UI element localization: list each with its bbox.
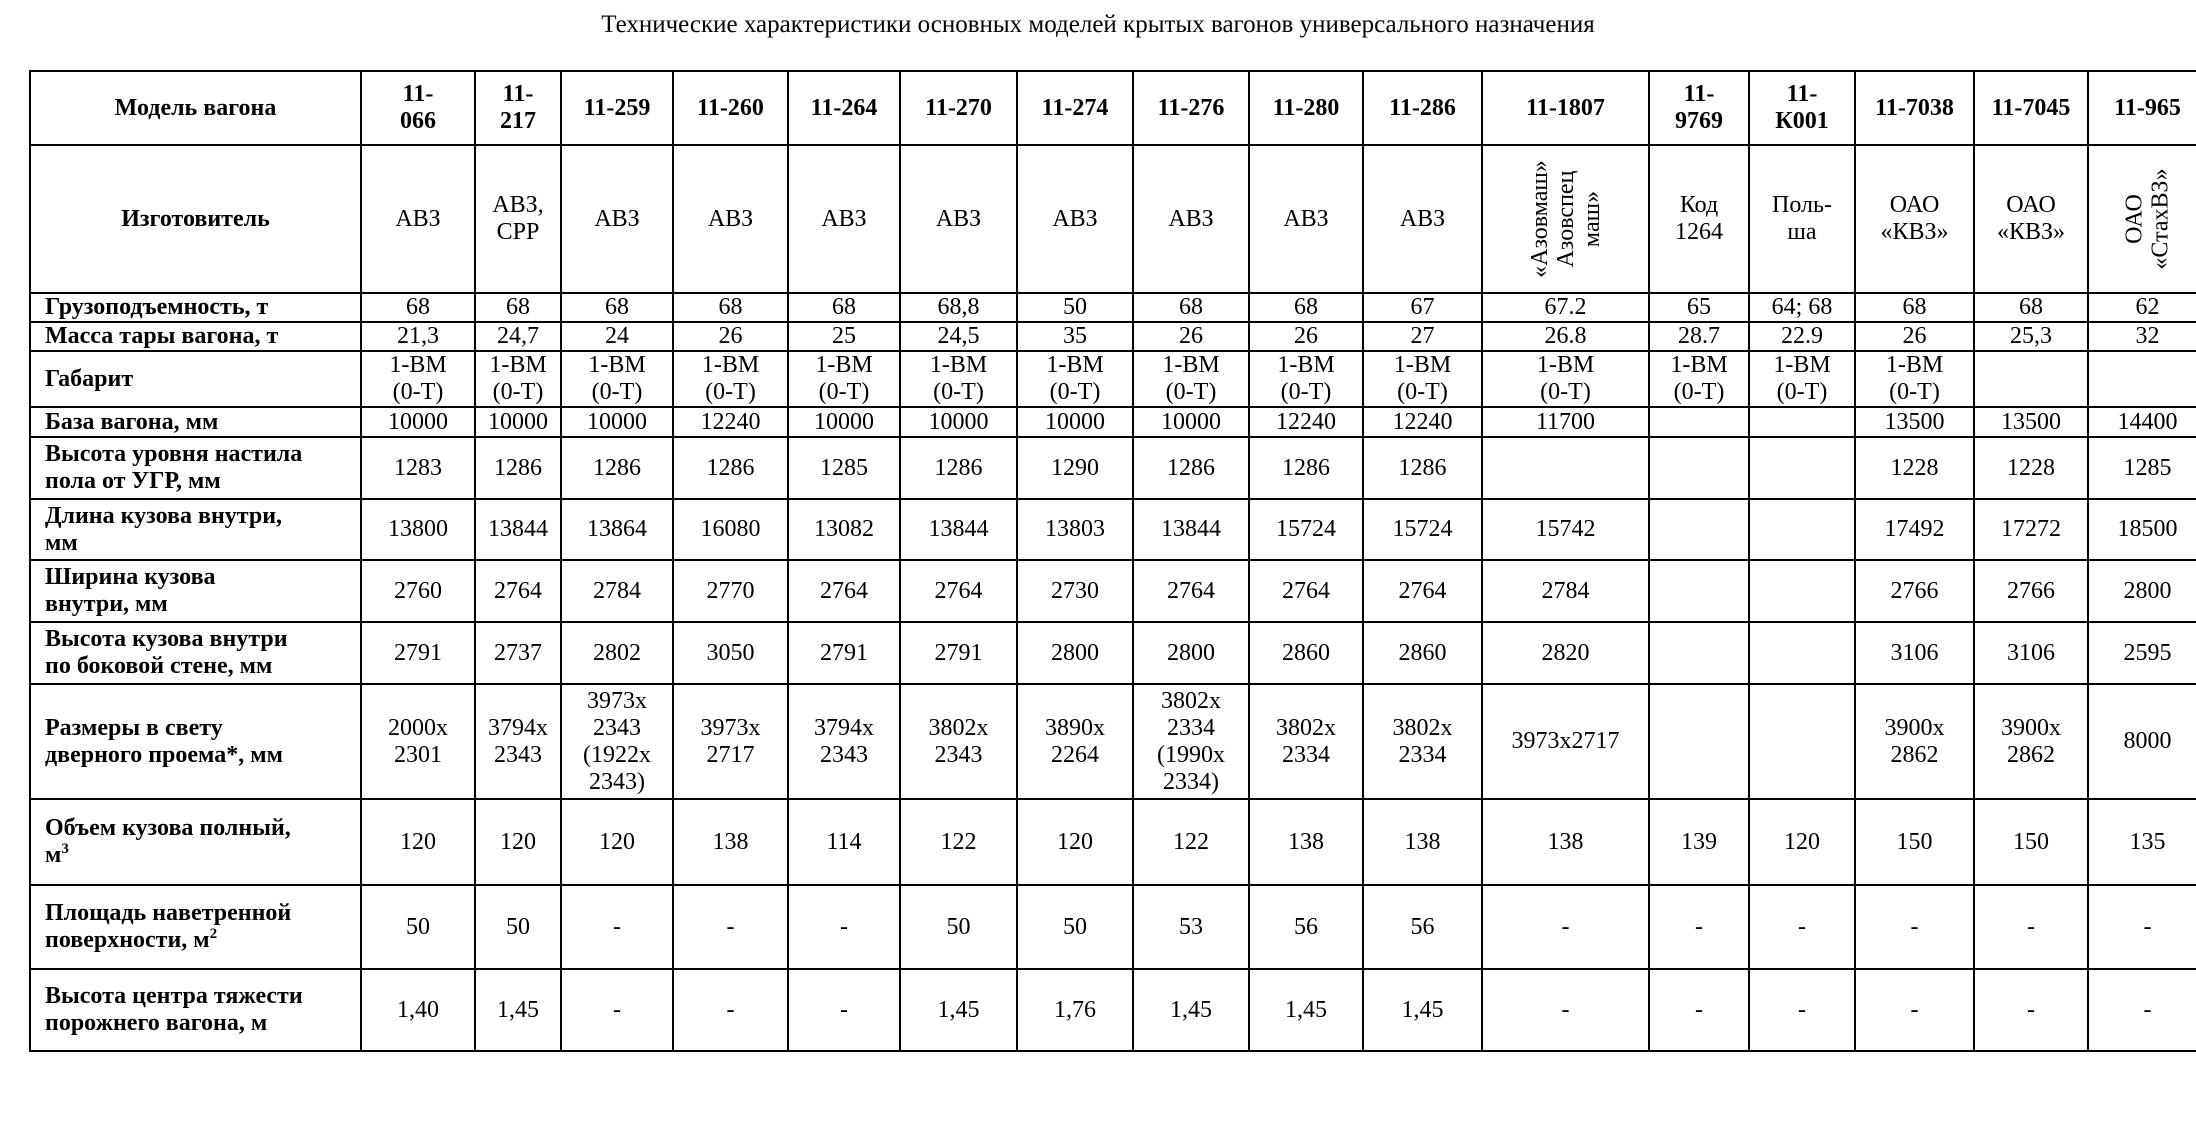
body-height-row bbox=[30, 622, 2196, 684]
value-cell: 67.2 bbox=[1482, 293, 1649, 322]
value-cell: 138 bbox=[1482, 799, 1649, 885]
value-cell: 22.9 bbox=[1749, 322, 1855, 351]
value-cell: 2764 bbox=[900, 560, 1017, 622]
value-cell: 1285 bbox=[2088, 437, 2196, 499]
value-cell: 1-ВМ (0-Т) bbox=[673, 351, 788, 407]
value-cell: - bbox=[561, 885, 673, 969]
value-cell: 68,8 bbox=[900, 293, 1017, 322]
value-cell: 2800 bbox=[1133, 622, 1249, 684]
value-cell: 26 bbox=[1133, 322, 1249, 351]
value-cell: - bbox=[1749, 885, 1855, 969]
model-header-cell: 11-276 bbox=[1133, 71, 1249, 145]
value-cell: 13844 bbox=[900, 499, 1017, 560]
value-cell: 50 bbox=[1017, 293, 1133, 322]
value-cell: 24,5 bbox=[900, 322, 1017, 351]
value-cell: 1228 bbox=[1855, 437, 1974, 499]
row-label-cell: Ширина кузова внутри, мм bbox=[30, 560, 361, 622]
value-cell: 3050 bbox=[673, 622, 788, 684]
value-cell: 1286 bbox=[561, 437, 673, 499]
value-cell: 65 bbox=[1649, 293, 1749, 322]
value-cell: 13844 bbox=[1133, 499, 1249, 560]
value-cell: АВЗ bbox=[361, 145, 475, 293]
row-label-cell: Габарит bbox=[30, 351, 361, 407]
value-cell: 120 bbox=[1017, 799, 1133, 885]
value-cell: АВЗ bbox=[1017, 145, 1133, 293]
value-cell: 24 bbox=[561, 322, 673, 351]
value-cell: 1290 bbox=[1017, 437, 1133, 499]
value-cell: 17492 bbox=[1855, 499, 1974, 560]
value-cell: 68 bbox=[361, 293, 475, 322]
value-cell: 1,40 bbox=[361, 969, 475, 1051]
value-cell: 150 bbox=[1855, 799, 1974, 885]
value-cell bbox=[1649, 622, 1749, 684]
value-cell: 1286 bbox=[673, 437, 788, 499]
value-cell: 3900х 2862 bbox=[1974, 684, 2088, 799]
value-cell: 26.8 bbox=[1482, 322, 1649, 351]
value-cell: 1-ВМ (0-Т) bbox=[900, 351, 1017, 407]
value-cell: 2800 bbox=[2088, 560, 2196, 622]
value-cell: 2764 bbox=[475, 560, 561, 622]
value-cell: 32 bbox=[2088, 322, 2196, 351]
value-cell: 68 bbox=[788, 293, 900, 322]
model-header-cell: 11-7038 bbox=[1855, 71, 1974, 145]
row-label-cell bbox=[30, 799, 361, 885]
value-cell: 139 bbox=[1649, 799, 1749, 885]
value-cell: - bbox=[1855, 885, 1974, 969]
value-cell: 26 bbox=[1249, 322, 1363, 351]
model-header-cell: 11- 066 bbox=[361, 71, 475, 145]
value-cell: 120 bbox=[1749, 799, 1855, 885]
body-volume-row bbox=[30, 799, 2196, 885]
unit-superscript: 2 bbox=[209, 926, 218, 942]
value-cell: 1286 bbox=[1133, 437, 1249, 499]
value-cell bbox=[1749, 560, 1855, 622]
value-cell: 1,45 bbox=[475, 969, 561, 1051]
value-cell: - bbox=[561, 969, 673, 1051]
value-cell bbox=[1749, 622, 1855, 684]
row-label-cell: База вагона, мм bbox=[30, 407, 361, 437]
value-cell: 2595 bbox=[2088, 622, 2196, 684]
value-cell: 13864 bbox=[561, 499, 673, 560]
model-header-cell: 11-286 bbox=[1363, 71, 1482, 145]
value-cell: 67 bbox=[1363, 293, 1482, 322]
value-cell: 138 bbox=[1363, 799, 1482, 885]
value-cell: 2860 bbox=[1249, 622, 1363, 684]
value-cell: АВЗ bbox=[673, 145, 788, 293]
door-size-row bbox=[30, 684, 2196, 799]
model-header-cell: 11- 217 bbox=[475, 71, 561, 145]
value-cell: 68 bbox=[1133, 293, 1249, 322]
value-cell: 1,45 bbox=[1363, 969, 1482, 1051]
value-cell: 3106 bbox=[1855, 622, 1974, 684]
value-cell: 150 bbox=[1974, 799, 2088, 885]
value-cell: 1-ВМ (0-Т) bbox=[361, 351, 475, 407]
value-cell: 2730 bbox=[1017, 560, 1133, 622]
value-cell bbox=[2088, 351, 2196, 407]
wheelbase-row bbox=[30, 407, 2196, 437]
value-cell: 26 bbox=[673, 322, 788, 351]
value-cell: - bbox=[673, 969, 788, 1051]
value-cell: 13082 bbox=[788, 499, 900, 560]
value-cell: 3802х 2343 bbox=[900, 684, 1017, 799]
gravity-center-row bbox=[30, 969, 2196, 1051]
value-cell: 3973х2717 bbox=[1482, 684, 1649, 799]
value-cell: 10000 bbox=[900, 407, 1017, 437]
value-cell: 2791 bbox=[361, 622, 475, 684]
value-cell: 24,7 bbox=[475, 322, 561, 351]
value-cell: 50 bbox=[361, 885, 475, 969]
value-cell: 135 bbox=[2088, 799, 2196, 885]
value-cell: 10000 bbox=[1017, 407, 1133, 437]
value-cell: 68 bbox=[673, 293, 788, 322]
value-cell: 68 bbox=[1855, 293, 1974, 322]
value-cell: - bbox=[1855, 969, 1974, 1051]
value-cell: 13500 bbox=[1974, 407, 2088, 437]
value-cell: 10000 bbox=[561, 407, 673, 437]
value-cell: 1,76 bbox=[1017, 969, 1133, 1051]
value-cell: 1283 bbox=[361, 437, 475, 499]
value-cell: «Азовмаш» Азовспец маш» bbox=[1482, 145, 1649, 293]
gauge-row bbox=[30, 351, 2196, 407]
value-cell: 2800 bbox=[1017, 622, 1133, 684]
value-cell: 50 bbox=[1017, 885, 1133, 969]
value-cell bbox=[1749, 684, 1855, 799]
value-cell: 120 bbox=[475, 799, 561, 885]
value-cell: 68 bbox=[561, 293, 673, 322]
row-label-text: Площадь наветренной поверхности, м bbox=[45, 900, 292, 953]
value-cell: 2770 bbox=[673, 560, 788, 622]
value-cell: 1-ВМ (0-Т) bbox=[1855, 351, 1974, 407]
value-cell: 1,45 bbox=[900, 969, 1017, 1051]
value-cell: 18500 bbox=[2088, 499, 2196, 560]
value-cell: 138 bbox=[673, 799, 788, 885]
value-cell: 1-ВМ (0-Т) bbox=[561, 351, 673, 407]
windage-area-row bbox=[30, 885, 2196, 969]
value-cell: 1228 bbox=[1974, 437, 2088, 499]
value-cell: 1-ВМ (0-Т) bbox=[1749, 351, 1855, 407]
value-cell: АВЗ bbox=[561, 145, 673, 293]
value-cell: 120 bbox=[561, 799, 673, 885]
value-cell: 2766 bbox=[1855, 560, 1974, 622]
value-cell: 13500 bbox=[1855, 407, 1974, 437]
value-cell: - bbox=[2088, 885, 2196, 969]
manufacturer-row bbox=[30, 145, 2196, 293]
page-title: Технические характеристики основных моделей крытых вагонов универсального назначения bbox=[601, 11, 1595, 38]
capacity-row bbox=[30, 293, 2196, 322]
value-cell: 3802х 2334 (1990х 2334) bbox=[1133, 684, 1249, 799]
value-cell: 14400 bbox=[2088, 407, 2196, 437]
value-cell: 1-ВМ (0-Т) bbox=[1363, 351, 1482, 407]
value-cell: 8000 bbox=[2088, 684, 2196, 799]
value-cell: - bbox=[788, 969, 900, 1051]
value-cell: ОАО «КВЗ» bbox=[1974, 145, 2088, 293]
value-cell: 1-ВМ (0-Т) bbox=[1482, 351, 1649, 407]
value-cell: ОАО «КВЗ» bbox=[1855, 145, 1974, 293]
value-cell: 1-ВМ (0-Т) bbox=[1649, 351, 1749, 407]
value-cell: 1-ВМ (0-Т) bbox=[788, 351, 900, 407]
value-cell: 68 bbox=[475, 293, 561, 322]
model-header-cell: 11-264 bbox=[788, 71, 900, 145]
value-cell: 2764 bbox=[1363, 560, 1482, 622]
value-cell: 10000 bbox=[475, 407, 561, 437]
row-label-cell: Длина кузова внутри, мм bbox=[30, 499, 361, 560]
value-cell bbox=[1649, 437, 1749, 499]
value-cell: 3973х 2717 bbox=[673, 684, 788, 799]
value-cell: 2784 bbox=[1482, 560, 1649, 622]
body-width-row bbox=[30, 560, 2196, 622]
value-cell: 13803 bbox=[1017, 499, 1133, 560]
value-cell: АВЗ bbox=[1249, 145, 1363, 293]
value-cell: 25 bbox=[788, 322, 900, 351]
row-label-cell: Изготовитель bbox=[30, 145, 361, 293]
value-cell: 2766 bbox=[1974, 560, 2088, 622]
value-cell: 3900х 2862 bbox=[1855, 684, 1974, 799]
floor-height-row bbox=[30, 437, 2196, 499]
model-header-cell: 11-260 bbox=[673, 71, 788, 145]
model-header-cell: 11- К001 bbox=[1749, 71, 1855, 145]
value-cell: 15742 bbox=[1482, 499, 1649, 560]
value-cell: - bbox=[788, 885, 900, 969]
value-cell: 27 bbox=[1363, 322, 1482, 351]
row-label-cell: Высота уровня настила пола от УГР, мм bbox=[30, 437, 361, 499]
spec-table bbox=[29, 70, 2196, 1052]
value-cell: 56 bbox=[1363, 885, 1482, 969]
value-cell: 50 bbox=[900, 885, 1017, 969]
value-cell: 35 bbox=[1017, 322, 1133, 351]
model-header-cell: 11-270 bbox=[900, 71, 1017, 145]
unit-superscript: 3 bbox=[61, 841, 69, 857]
value-cell: 3802х 2334 bbox=[1363, 684, 1482, 799]
row-label-cell: Высота кузова внутри по боковой стене, мм bbox=[30, 622, 361, 684]
value-cell bbox=[1649, 499, 1749, 560]
value-cell: 15724 bbox=[1363, 499, 1482, 560]
value-cell: 1286 bbox=[1363, 437, 1482, 499]
value-cell: АВЗ bbox=[1363, 145, 1482, 293]
value-cell: - bbox=[1649, 969, 1749, 1051]
value-cell: 17272 bbox=[1974, 499, 2088, 560]
value-cell: - bbox=[1974, 885, 2088, 969]
value-cell: 1-ВМ (0-Т) bbox=[1249, 351, 1363, 407]
value-cell bbox=[1482, 437, 1649, 499]
value-cell: 3794х 2343 bbox=[475, 684, 561, 799]
value-cell: 15724 bbox=[1249, 499, 1363, 560]
value-cell: 26 bbox=[1855, 322, 1974, 351]
value-cell: 3973х 2343 (1922х 2343) bbox=[561, 684, 673, 799]
value-cell: 1-ВМ (0-Т) bbox=[1017, 351, 1133, 407]
value-cell: 122 bbox=[1133, 799, 1249, 885]
model-header-cell: 11-259 bbox=[561, 71, 673, 145]
value-cell: АВЗ, СРР bbox=[475, 145, 561, 293]
value-cell: 13844 bbox=[475, 499, 561, 560]
value-cell: 2820 bbox=[1482, 622, 1649, 684]
value-cell: - bbox=[1974, 969, 2088, 1051]
value-cell: 2764 bbox=[1249, 560, 1363, 622]
value-cell: 2764 bbox=[788, 560, 900, 622]
value-cell: 62 bbox=[2088, 293, 2196, 322]
value-cell: 122 bbox=[900, 799, 1017, 885]
value-cell: 64; 68 bbox=[1749, 293, 1855, 322]
value-cell: 16080 bbox=[673, 499, 788, 560]
value-cell: 56 bbox=[1249, 885, 1363, 969]
value-cell: 13800 bbox=[361, 499, 475, 560]
value-cell bbox=[1649, 407, 1749, 437]
value-cell: 3890х 2264 bbox=[1017, 684, 1133, 799]
value-cell: 53 bbox=[1133, 885, 1249, 969]
value-cell: Поль- ша bbox=[1749, 145, 1855, 293]
value-cell: АВЗ bbox=[788, 145, 900, 293]
row-label-cell bbox=[30, 885, 361, 969]
value-cell: - bbox=[1649, 885, 1749, 969]
value-cell: 2764 bbox=[1133, 560, 1249, 622]
value-cell: 1286 bbox=[900, 437, 1017, 499]
row-label-cell: Размеры в свету дверного проема*, мм bbox=[30, 684, 361, 799]
value-cell bbox=[1749, 407, 1855, 437]
value-cell bbox=[1749, 437, 1855, 499]
row-label-cell: Масса тары вагона, т bbox=[30, 322, 361, 351]
value-cell: 11700 bbox=[1482, 407, 1649, 437]
value-cell bbox=[1649, 684, 1749, 799]
value-cell: 1285 bbox=[788, 437, 900, 499]
value-cell: 21,3 bbox=[361, 322, 475, 351]
model-header-cell: 11-1807 bbox=[1482, 71, 1649, 145]
value-cell: 10000 bbox=[1133, 407, 1249, 437]
row-label-text: Объем кузова полный, м bbox=[45, 815, 291, 868]
tare-mass-row bbox=[30, 322, 2196, 351]
value-cell: 68 bbox=[1974, 293, 2088, 322]
body-length-row bbox=[30, 499, 2196, 560]
spec-table-body bbox=[30, 71, 2196, 1051]
value-cell: 2760 bbox=[361, 560, 475, 622]
value-cell: 3794х 2343 bbox=[788, 684, 900, 799]
value-cell: - bbox=[1482, 885, 1649, 969]
value-cell: 2791 bbox=[788, 622, 900, 684]
value-cell: 1-ВМ (0-Т) bbox=[1133, 351, 1249, 407]
header-label-cell: Модель вагона bbox=[30, 71, 361, 145]
value-cell: 68 bbox=[1249, 293, 1363, 322]
value-cell: 1-ВМ (0-Т) bbox=[475, 351, 561, 407]
value-cell: - bbox=[1749, 969, 1855, 1051]
row-label-cell: Грузоподъемность, т bbox=[30, 293, 361, 322]
model-header-cell: 11- 9769 bbox=[1649, 71, 1749, 145]
value-cell: 2737 bbox=[475, 622, 561, 684]
value-cell: 1286 bbox=[475, 437, 561, 499]
value-cell: - bbox=[2088, 969, 2196, 1051]
model-header-cell: 11-280 bbox=[1249, 71, 1363, 145]
value-cell: 2000х 2301 bbox=[361, 684, 475, 799]
value-cell: 2860 bbox=[1363, 622, 1482, 684]
value-cell: 10000 bbox=[361, 407, 475, 437]
value-cell: 2791 bbox=[900, 622, 1017, 684]
value-cell: 1,45 bbox=[1249, 969, 1363, 1051]
value-cell: 25,3 bbox=[1974, 322, 2088, 351]
value-cell: 10000 bbox=[788, 407, 900, 437]
model-header-cell: 11-274 bbox=[1017, 71, 1133, 145]
value-cell: 12240 bbox=[1363, 407, 1482, 437]
model-header-cell: 11-965 bbox=[2088, 71, 2196, 145]
value-cell: 138 bbox=[1249, 799, 1363, 885]
value-cell bbox=[1974, 351, 2088, 407]
value-cell bbox=[1649, 560, 1749, 622]
value-cell: 2784 bbox=[561, 560, 673, 622]
value-cell: 1286 bbox=[1249, 437, 1363, 499]
value-cell: 1,45 bbox=[1133, 969, 1249, 1051]
value-cell: ОАО «СтахВЗ» bbox=[2088, 145, 2196, 293]
header-row bbox=[30, 71, 2196, 145]
value-cell: 114 bbox=[788, 799, 900, 885]
value-cell: 2802 bbox=[561, 622, 673, 684]
row-label-cell: Высота центра тяжести порожнего вагона, м bbox=[30, 969, 361, 1051]
value-cell: 3802х 2334 bbox=[1249, 684, 1363, 799]
value-cell: АВЗ bbox=[900, 145, 1017, 293]
model-header-cell: 11-7045 bbox=[1974, 71, 2088, 145]
value-cell bbox=[1749, 499, 1855, 560]
value-cell: 3106 bbox=[1974, 622, 2088, 684]
value-cell: 120 bbox=[361, 799, 475, 885]
value-cell: - bbox=[1482, 969, 1649, 1051]
value-cell: 28.7 bbox=[1649, 322, 1749, 351]
value-cell: АВЗ bbox=[1133, 145, 1249, 293]
value-cell: - bbox=[673, 885, 788, 969]
value-cell: 12240 bbox=[1249, 407, 1363, 437]
value-cell: 12240 bbox=[673, 407, 788, 437]
value-cell: Код 1264 bbox=[1649, 145, 1749, 293]
value-cell: 50 bbox=[475, 885, 561, 969]
